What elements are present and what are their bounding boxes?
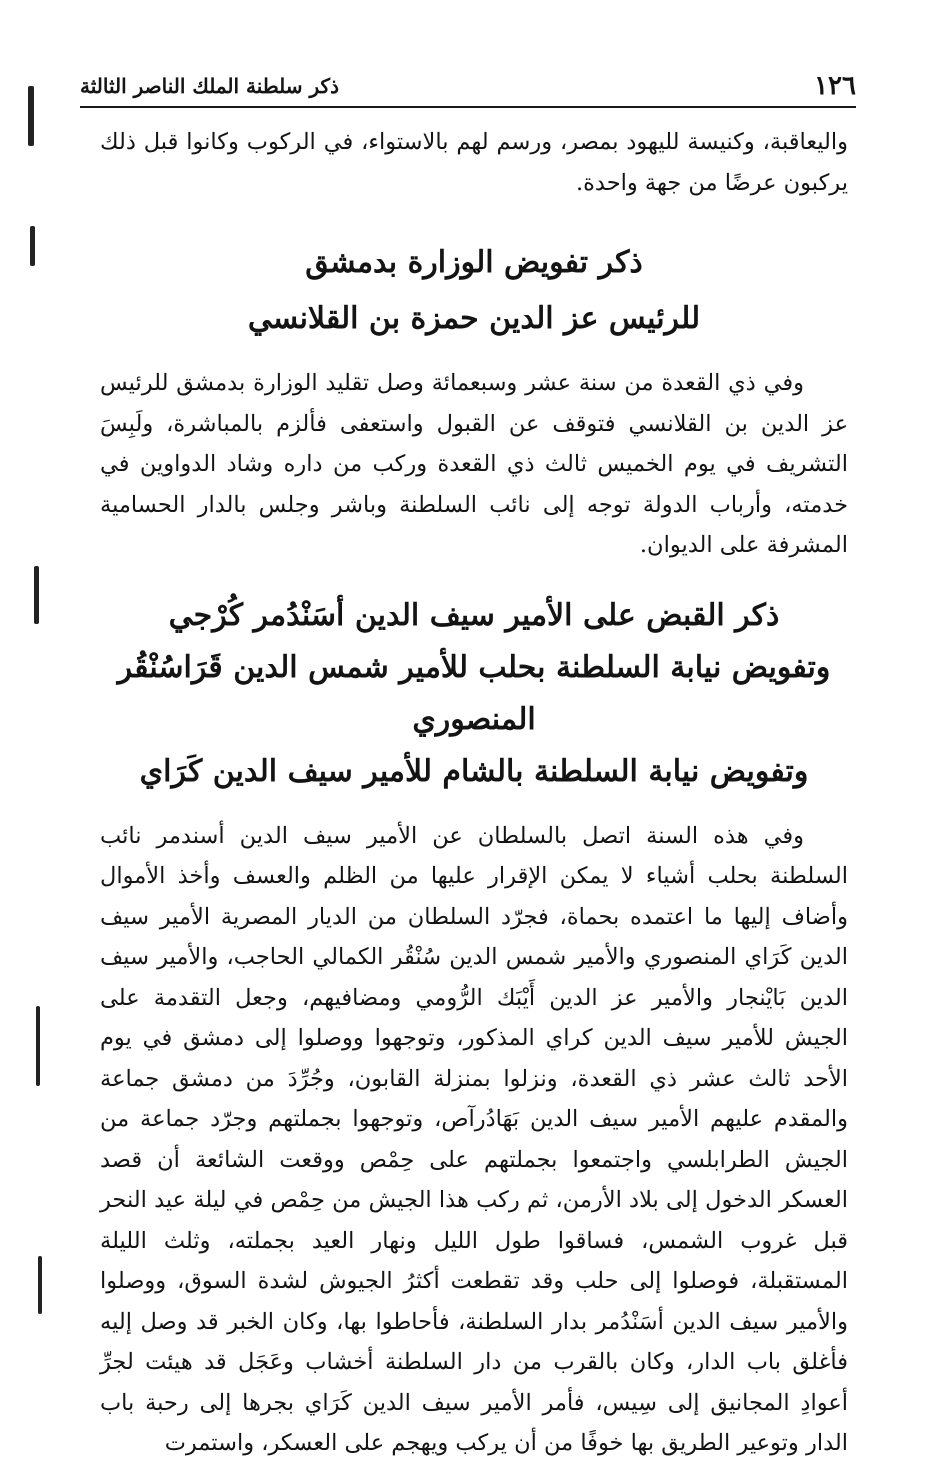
paragraph-arrest: وفي هذه السنة اتصل بالسلطان عن الأمير سيف الدين أسندمر نائب السلطنة بحلب أشياء لا يمكن الإقرار عليها من الظلم والعسف وأخذ الأموال وأضاف إليها ما اعتمده بحماة، فجرّد السلطان من الديار المصرية الأمير سيف الدين كَرَاي المنصوري والأمير شمس الدين سُنْقُر الكمالي الحاجب، والأمير سيف الدين بَايْنجار والأمير عز الدين أَيْبَك الرُّومي ومضافيهم، وجعل التقدمة على الجيش للأمير سيف الدين كراي المذكور، وتوجهوا ووصلوا إلى دمشق في يوم الأحد ثالث عشر ذي القعدة، ونزلوا بمنزلة القابون، وجُرِّدَ من دمشق جماعة والمقدم عليهم الأمير سيف الدين بَهَادُرآص، وتوجهوا بجملتهم وجرّد جماعة من الجيش الطرابلسي واجتمعوا بجملتهم على حِمْص ووقعت الشائعة أن قصد العسكر الدخول إلى بلاد الأرمن، ثم ركب هذا الجيش من حِمْص في ليلة عيد النحر قبل غروب الشمس، فساقوا طول الليل ونهار العيد بجملته، وثلث الليلة المستقبلة، فوصلوا إلى حلب وقد تقطعت أكثرُ الجيوش لشدة السوق، ووصلوا والأمير سيف الدين أسَنْدُمر بدار السلطنة، فأحاطوا بها، وكان الخبر قد وصل إليه فأغلق باب الدار، وكان بالقرب من دار السلطنة أخشاب وعَجَل قد هيئت لجرِّ أعوادِ المجانيق إلى سِيس، فأمر الأمير سيف الدين كَرَاي بجرها إلى رحبة باب الدار وتوعير الطريق بها خوفًا من أن يركب ويهجم على العسكر، واستمرت (100, 822, 848, 1456)
paragraph-vizier: وفي ذي القعدة من سنة عشر وسبعمائة وصل تقليد الوزارة بدمشق للرئيس عز الدين بن القلانسي فتوقف عن القبول واستعفى فألزم بالمباشرة، ولَبِسَ التشريف في يوم الخميس ثالث ذي القعدة وركب من داره وشاد الدواوين في خدمته، وأرباب الدولة توجه إلى نائب السلطنة وباشر وجلس بالدار الحسامية المشرفة على الديوان. (100, 370, 848, 558)
paragraph-continuation: واليعاقبة، وكنيسة لليهود بمصر، ورسم لهم بالاستواء، في الركوب وكانوا قبل ذلك يركبون عرضًا من جهة واحدة. (100, 129, 848, 196)
heading-line: ذكر تفويض الوزارة بدمشق (305, 245, 643, 280)
page-content (100, 122, 848, 1464)
scan-edge-mark (30, 226, 35, 266)
heading-line: وتفويض نيابة السلطنة بحلب للأمير شمس الدين قَرَاسُنْقُر المنصوري (117, 649, 831, 737)
running-head (80, 66, 856, 108)
scan-edge-mark (28, 86, 34, 146)
heading-line: للرئيس عز الدين حمزة بن القلانسي (247, 301, 701, 336)
page-number: ١٢٦ (814, 71, 856, 101)
section-heading-arrest (100, 590, 848, 798)
scan-edge-mark (36, 1006, 40, 1086)
scan-edge-mark (38, 1256, 42, 1314)
running-title: ذكر سلطنة الملك الناصر الثالثة (80, 74, 339, 98)
heading-line: وتفويض نيابة السلطنة بالشام للأمير سيف الدين كَرَاي (139, 753, 809, 789)
scan-edge-mark (34, 566, 39, 624)
heading-line: ذكر القبض على الأمير سيف الدين أسَنْدُمر كُرْجي (168, 597, 780, 633)
section-heading-vizier (100, 235, 848, 347)
